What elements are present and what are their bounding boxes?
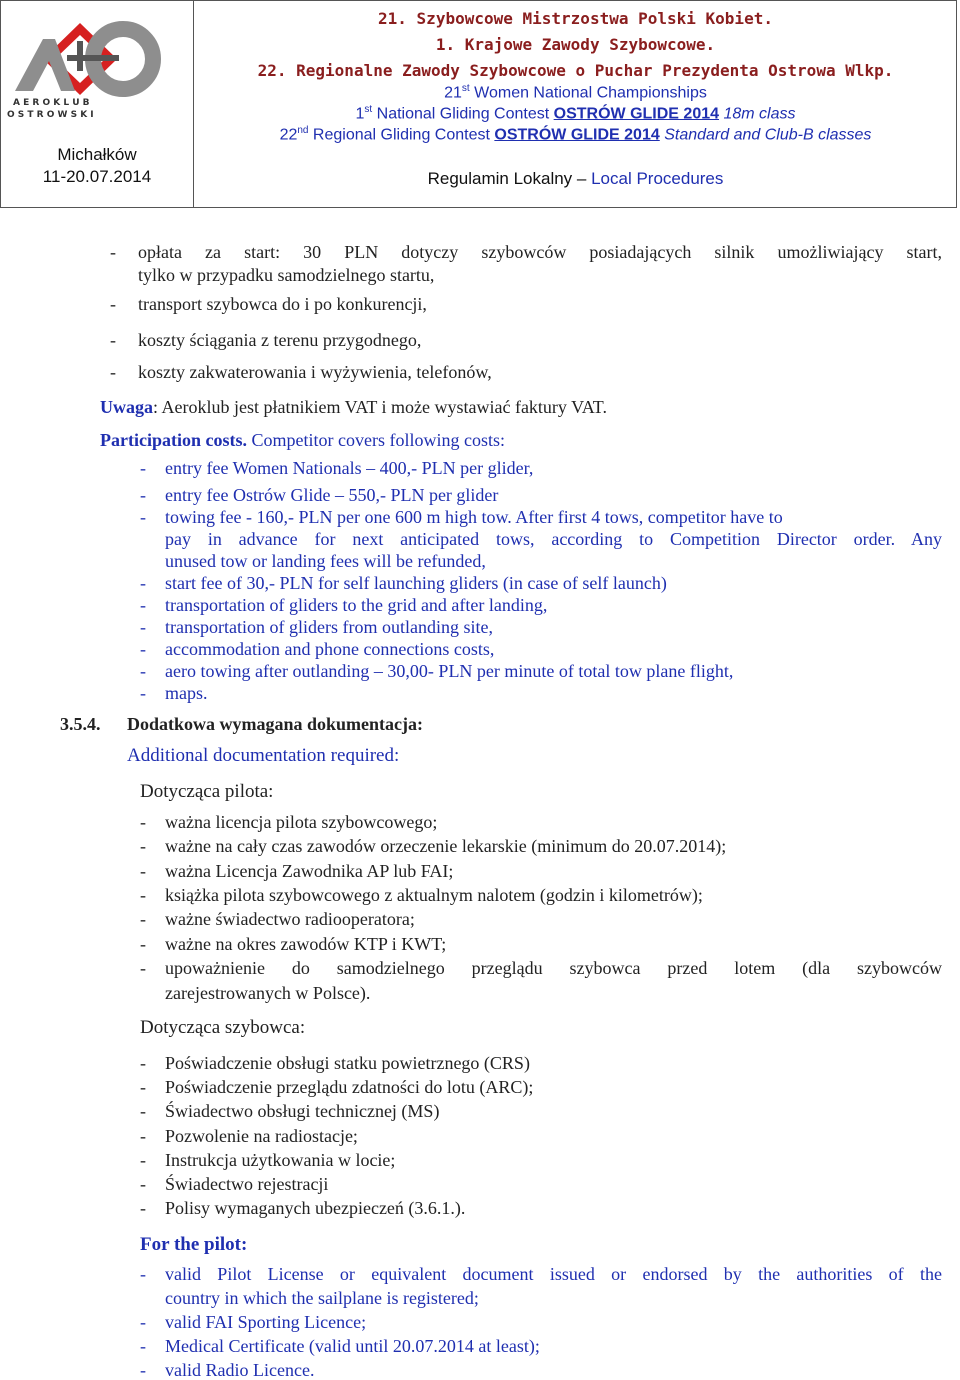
list-dash: - — [140, 1101, 146, 1121]
list-dash: - — [140, 639, 146, 659]
pilot-en-item: valid Pilot License or equivalent document issued or endorsed by the authorities of the — [165, 1264, 942, 1284]
list-dash: - — [140, 958, 146, 978]
list-dash: - — [140, 1336, 146, 1356]
participation-intro: Participation costs. Competitor covers following costs: — [100, 430, 505, 450]
pilot-pl-item: zarejestrowanych w Polsce). — [165, 983, 371, 1003]
pilot-pl-heading: Dotycząca pilota: — [140, 781, 274, 802]
list-dash: - — [140, 1264, 146, 1284]
aeroklub-logo — [5, 21, 191, 120]
pilot-pl-item: ważna Licencja Zawodnika AP lub FAI; — [165, 861, 454, 881]
tow-note: unused tow or landing fees will be refunded, — [165, 551, 486, 571]
list-dash: - — [140, 683, 146, 703]
pilot-en-item: country in which the sailplane is registered; — [165, 1288, 479, 1308]
list-dash: - — [140, 812, 146, 832]
section-number: 3.5.4. — [60, 714, 101, 734]
title-line-en-3: 22nd Regional Gliding Contest OSTRÓW GLIDE 2014 Standard and Club-B classes — [279, 125, 872, 144]
list-dash: - — [140, 1077, 146, 1097]
svg-text:O S T R O W S K I: O S T R O W S K I — [7, 110, 94, 120]
list-item: koszty zakwaterowania i wyżywienia, telefonów, — [138, 362, 492, 382]
list-dash: - — [140, 1053, 146, 1073]
glider-pl-item: Świadectwo rejestracji — [165, 1174, 329, 1194]
list-dash: - — [140, 836, 146, 856]
glider-pl-item: Polisy wymaganych ubezpieczeń (3.6.1.). — [165, 1198, 466, 1218]
title-line-2: 1. Krajowe Zawody Szybowcowe. — [435, 35, 716, 54]
title-line-en-1: 21st Women National Championships — [444, 83, 707, 102]
event-dates: 11-20.07.2014 — [42, 167, 152, 186]
list-dash: - — [140, 861, 146, 881]
glider-pl-item: Poświadczenie przeglądu zdatności do lotu (ARC); — [165, 1077, 534, 1097]
list-dash: - — [140, 1174, 146, 1194]
pilot-pl-item: książka pilota szybowcowego z aktualnym nalotem (godzin i kilometrów); — [165, 885, 703, 905]
pilot-pl-item: upoważnienie do samodzielnego przeglądu szybowca przed lotem (dla szybowców — [165, 958, 942, 978]
pilot-pl-item: ważna licencja pilota szybowcowego; — [165, 812, 438, 832]
list-dash: - — [140, 1126, 146, 1146]
list-dash: - — [140, 617, 146, 637]
list-dash: - — [110, 362, 116, 382]
list-dash: - — [140, 1150, 146, 1170]
cost-item: start fee of 30,- PLN for self launching gliders (in case of self launch) — [165, 573, 667, 593]
pilot-en-heading: For the pilot: — [140, 1234, 248, 1255]
pilot-pl-item: ważne świadectwo radiooperatora; — [165, 909, 415, 929]
list-dash: - — [140, 507, 146, 527]
cost-item: maps. — [165, 683, 208, 703]
logo-cell — [1, 1, 194, 207]
list-dash: - — [110, 294, 116, 314]
list-item: opłata za start: 30 PLN dotyczy szybowców posiadających silnik umożliwiający start, — [138, 242, 942, 262]
svg-text:A E R O K L U B: A E R O K L U B — [13, 98, 90, 108]
pilot-pl-item: ważne na cały czas zawodów orzeczenie lekarskie (minimum do 20.07.2014); — [165, 836, 727, 856]
event-location: Michałków — [57, 145, 137, 164]
list-dash: - — [140, 1360, 146, 1380]
glider-pl-heading: Dotycząca szybowca: — [140, 1017, 306, 1038]
tow-note: pay in advance for next anticipated tows, according to Competition Director order. Any — [165, 529, 942, 549]
glider-pl-item: Poświadczenie obsługi statku powietrznego (CRS) — [165, 1053, 530, 1073]
page-header — [0, 0, 957, 208]
list-item: transport szybowca do i po konkurencji, — [138, 294, 427, 314]
list-dash: - — [110, 330, 116, 350]
pilot-pl-item: ważne na okres zawodów KTP i KWT; — [165, 934, 447, 954]
glider-pl-item: Pozwolenie na radiostacje; — [165, 1126, 358, 1146]
cost-item: aero towing after outlanding – 30,00- PLN per minute of total tow plane flight, — [165, 661, 734, 681]
cost-item: entry fee Ostrów Glide – 550,- PLN per glider — [165, 485, 499, 505]
list-dash: - — [140, 485, 146, 505]
list-item: tylko w przypadku samodzielnego startu, — [138, 265, 435, 285]
list-dash: - — [140, 1198, 146, 1218]
list-dash: - — [140, 934, 146, 954]
list-dash: - — [140, 909, 146, 929]
list-dash: - — [140, 573, 146, 593]
list-item: koszty ściągania z terenu przygodnego, — [138, 330, 422, 350]
cost-item: transportation of gliders to the grid and after landing, — [165, 595, 548, 615]
list-dash: - — [140, 458, 146, 478]
section-title-en: Additional documentation required: — [127, 745, 400, 766]
section-title-pl: Dodatkowa wymagana dokumentacja: — [127, 714, 424, 734]
list-dash: - — [140, 1312, 146, 1332]
title-line-1: 21. Szybowcowe Mistrzostwa Polski Kobiet. — [378, 9, 773, 28]
regulamin-line: Regulamin Lokalny – Local Procedures — [427, 169, 724, 188]
list-dash: - — [140, 595, 146, 615]
list-dash: - — [140, 661, 146, 681]
pilot-en-item: valid FAI Sporting Licence; — [165, 1312, 367, 1332]
cost-item: transportation of gliders from outlanding site, — [165, 617, 493, 637]
title-line-3: 22. Regionalne Zawody Szybowcowe o Puchar Prezydenta Ostrowa Wlkp. — [257, 61, 894, 80]
cost-item-tow: towing fee - 160,- PLN per one 600 m high tow. After first 4 tows, competitor have to — [165, 507, 783, 527]
list-dash: - — [110, 242, 116, 262]
uwaga-note: Uwaga: Aeroklub jest płatnikiem VAT i może wystawiać faktury VAT. — [100, 397, 607, 417]
list-dash: - — [140, 885, 146, 905]
pilot-en-item: valid Radio Licence. — [165, 1360, 315, 1380]
pilot-en-item: Medical Certificate (valid until 20.07.2014 at least); — [165, 1336, 540, 1356]
cost-item: accommodation and phone connections costs, — [165, 639, 495, 659]
title-line-en-2: 1st National Gliding Contest OSTRÓW GLIDE 2014 18m class — [355, 104, 796, 123]
cost-item: entry fee Women Nationals – 400,- PLN per glider, — [165, 458, 534, 478]
glider-pl-item: Świadectwo obsługi technicznej (MS) — [165, 1101, 440, 1121]
glider-pl-item: Instrukcja użytkowania w locie; — [165, 1150, 396, 1170]
